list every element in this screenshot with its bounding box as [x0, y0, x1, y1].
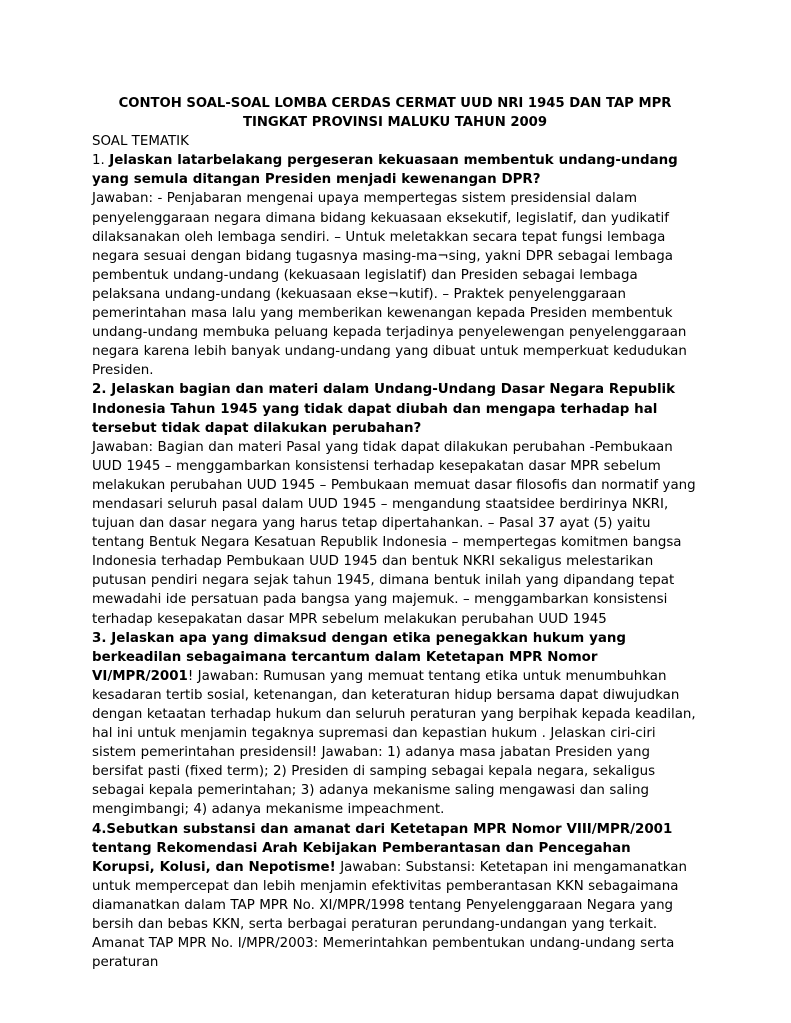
question-3-text: 3. Jelaskan apa yang dimaksud dengan etika penegakkan hukum yang berkeadilan sebagaimana tercantum dalam Ketetapan MPR Nomor VI/MPR/2001	[92, 630, 626, 684]
title-line-1: CONTOH SOAL-SOAL LOMBA CERDAS CERMAT UUD NRI 1945 DAN TAP MPR	[118, 96, 672, 111]
title-line-2: TINGKAT PROVINSI MALUKU TAHUN 2009	[242, 115, 548, 131]
question-4-text: 4.Sebutkan substansi dan amanat dari Ketetapan MPR Nomor VIII/MPR/2001 tentang Rekomendasi Arah Kebijakan Pemberantasan dan Pencegahan Korupsi, Kolusi, dan Nepotisme!	[92, 821, 673, 875]
document-title	[92, 94, 698, 132]
document-body	[92, 94, 698, 972]
answer-1: Jawaban: - Penjabaran mengenai upaya mempertegas sistem presidensial dalam penyelenggaraan negara dimana bidang kekuasaan eksekutif, legislatif, dan yudikatif dilaksanakan oleh lembaga sendiri. – Untuk meletakkan secara tepat fungsi lembaga negara sesuai dengan bidang tugasnya masing-ma¬sing, yakni DPR sebagai lembaga pembentuk undang-undang (kekuasaan legislatif) dan Presiden sebagai lembaga pelaksana undang-undang (kekuasaan ekse¬kutif). – Praktek penyelenggaraan pemerintahan masa lalu yang memberikan kewenangan kepada Presiden membentuk undang-undang membuka peluang kepada terjadinya penyelewengan penyelenggaraan negara karena lebih banyak undang-undang yang dibuat untuk memperkuat kedudukan Presiden.	[92, 191, 687, 379]
question-1-text: Jelaskan latarbelakang pergeseran kekuasaan membentuk undang-undang yang semula ditangan Presiden menjadi kewenangan DPR?	[92, 153, 678, 188]
question-3-block	[92, 629, 698, 820]
question-4-block	[92, 820, 698, 973]
question-1-number: 1.	[92, 153, 110, 169]
answer-4: Jawaban: Substansi: Ketetapan ini mengamanatkan untuk mempercepat dan lebih menjamin efektivitas pemberantasan KKN sebagaimana diamanatkan dalam TAP MPR No. XI/MPR/1998 tentang Penyelenggaraan Negara yang bersih dan bebas KKN, serta berbagai peraturan perundang-undangan yang terkait. Amanat TAP MPR No. I/MPR/2003: Memerintahkan pembentukan undang-undang serta peraturan	[92, 859, 687, 971]
answer-3: ! Jawaban: Rumusan yang memuat tentang etika untuk menumbuhkan kesadaran tertib sosial, ketenangan, dan keteraturan hidup bersama dapat diwujudkan dengan ketaatan terhadap hukum dan seluruh peraturan yang berpihak kepada keadilan, hal ini untuk menjamin tegaknya supremasi dan kepastian hukum . Jelaskan ciri-ciri sistem pemerintahan presidensil! Jawaban: 1) adanya masa jabatan Presiden yang bersifat pasti (fixed term); 2) Presiden di samping sebagai kepala negara, sekaligus sebagai kepala pemerintahan; 3) adanya mekanisme saling mengawasi dan saling mengimbangi; 4) adanya mekanisme impeachment.	[92, 668, 696, 818]
section-label: SOAL TEMATIK	[92, 134, 189, 150]
question-2: 2. Jelaskan bagian dan materi dalam Undang-Undang Dasar Negara Republik Indonesia Tahun 1945 yang tidak dapat diubah dan mengapa terhadap hal tersebut tidak dapat dilakukan perubahan?	[92, 382, 676, 436]
answer-2: Jawaban: Bagian dan materi Pasal yang tidak dapat dilakukan perubahan -Pembukaan UUD 1945 – menggambarkan konsistensi terhadap kesepakatan dasar MPR sebelum melakukan perubahan UUD 1945 – Pembukaan memuat dasar filosofis dan normatif yang mendasari seluruh pasal dalam UUD 1945 – mengandung staatsidee berdirinya NKRI, tujuan dan dasar negara yang harus tetap dipertahankan. – Pasal 37 ayat (5) yaitu tentang Bentuk Negara Kesatuan Republik Indonesia – mempertegas komitmen bangsa Indonesia terhadap Pembukaan UUD 1945 dan bentuk NKRI sekaligus melestarikan putusan pendiri negara sejak tahun 1945, dimana bentuk inilah yang dipandang tepat mewadahi ide persatuan pada bangsa yang majemuk. – menggambarkan konsistensi terhadap kesepakatan dasar MPR sebelum melakukan perubahan UUD 1945	[92, 439, 696, 627]
question-1	[92, 151, 698, 189]
